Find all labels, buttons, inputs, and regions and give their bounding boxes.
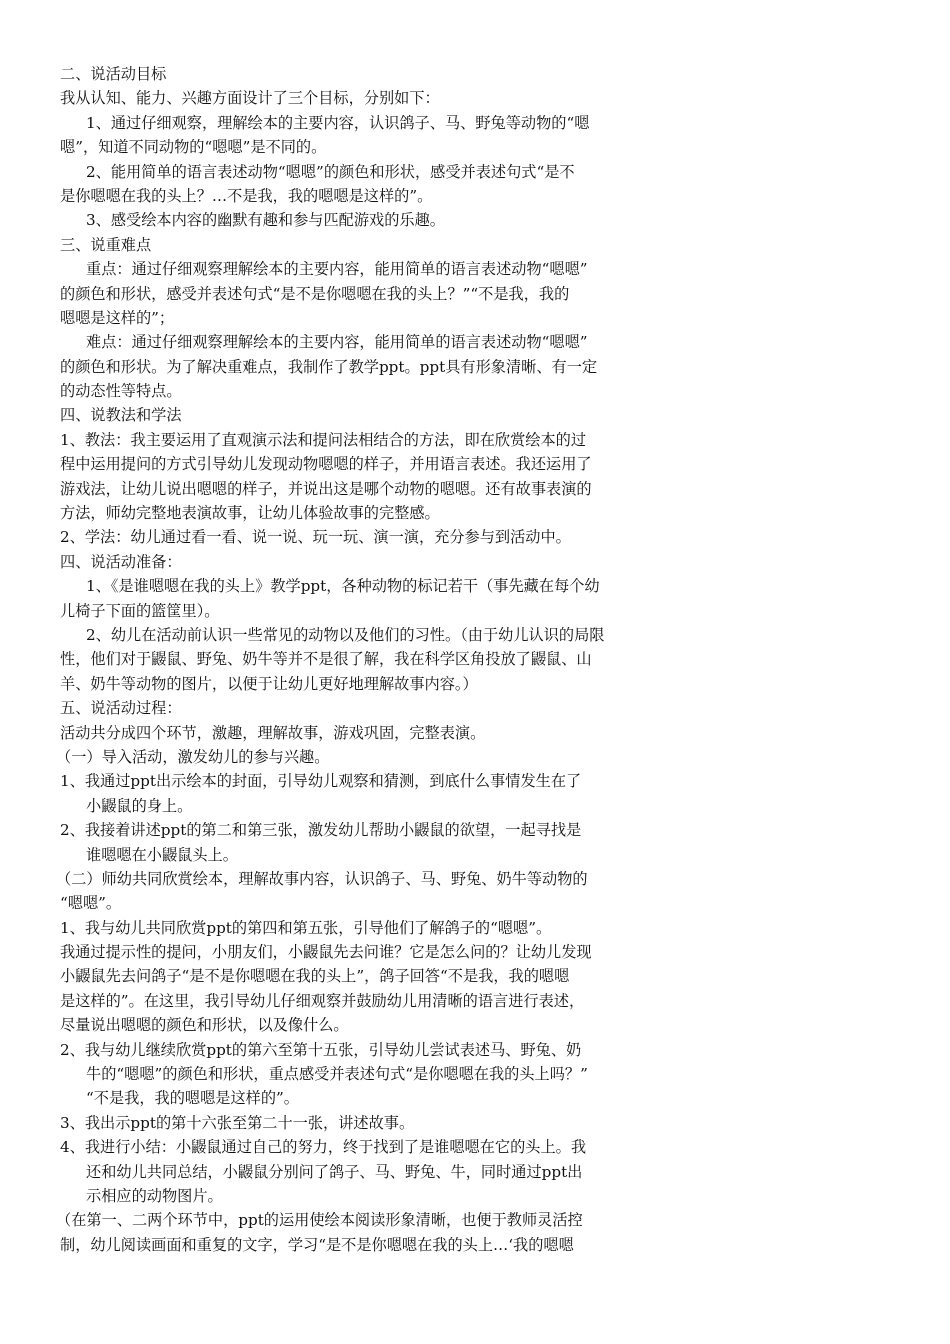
text-line: 嗯嗯是这样的”； bbox=[60, 308, 175, 327]
text-line: 二、说活动目标 bbox=[60, 65, 167, 83]
text-line: 制，幼儿阅读画面和重复的文字，学习“是不是你嗯嗯在我的头上…‘我的嗯嗯 bbox=[60, 1235, 574, 1254]
text-line: 3、感受绘本内容的幽默有趣和参与匹配游戏的乐趣。 bbox=[86, 211, 445, 230]
text-line: （二）师幼共同欣赏绘本，理解故事内容，认识鸽子、马、野兔、奶牛等动物的 bbox=[56, 869, 588, 888]
text-line: 活动共分成四个环节，激趣，理解故事，游戏巩固，完整表演。 bbox=[60, 723, 486, 742]
text-line: 我从认知、能力、兴趣方面设计了三个目标，分别如下： bbox=[60, 89, 440, 108]
text-line: 2、我与幼儿继续欣赏ppt的第六至第十五张，引导幼儿尝试表述马、野兔、奶 bbox=[60, 1040, 582, 1059]
text-line: 2、能用简单的语言表述动物“嗯嗯”的颜色和形状，感受并表述句式“是不 bbox=[86, 162, 575, 181]
text-line: 3、我出示ppt的第十六张至第二十一张，讲述故事。 bbox=[60, 1113, 415, 1132]
text-line: 示相应的动物图片。 bbox=[86, 1186, 223, 1205]
text-line: 4、我进行小结：小鼹鼠通过自己的努力，终于找到了是谁嗯嗯在它的头上。我 bbox=[60, 1138, 587, 1157]
text-line: 1、教法：我主要运用了直观演示法和提问法相结合的方法，即在欣赏绘本的过 bbox=[60, 430, 587, 449]
text-line: 2、学法：幼儿通过看一看、说一说、玩一玩、演一演，充分参与到活动中。 bbox=[60, 528, 571, 547]
text-line: 小鼹鼠的身上。 bbox=[86, 796, 193, 815]
text-line: 的颜色和形状。为了解决重难点，我制作了教学ppt。ppt具有形象清晰、有一定 bbox=[60, 357, 598, 376]
text-line: 1、通过仔细观察，理解绘本的主要内容，认识鸽子、马、野兔等动物的“嗯 bbox=[86, 113, 590, 132]
text-line: “嗯嗯”。 bbox=[60, 894, 122, 913]
text-line: 2、我接着讲述ppt的第二和第三张，激发幼儿帮助小鼹鼠的欲望，一起寻找是 bbox=[60, 821, 582, 840]
text-line: 嗯”，知道不同动物的“嗯嗯”是不同的。 bbox=[60, 138, 327, 157]
text-line: 的颜色和形状，感受并表述句式“是不是你嗯嗯在我的头上？”“不是我，我的 bbox=[60, 284, 570, 303]
text-line: 五、说活动过程： bbox=[60, 699, 182, 718]
text-line: 程中运用提问的方式引导幼儿发现动物嗯嗯的样子，并用语言表述。我还运用了 bbox=[60, 455, 592, 474]
document-body bbox=[56, 62, 730, 1257]
text-line: 1、我通过ppt出示绘本的封面，引导幼儿观察和猜测，到底什么事情发生在了 bbox=[60, 772, 582, 791]
text-line: 是你嗯嗯在我的头上？…不是我，我的嗯嗯是这样的”。 bbox=[60, 186, 433, 205]
text-line: 1、我与幼儿共同欣赏ppt的第四和第五张，引导他们了解鸽子的“嗯嗯”。 bbox=[60, 918, 552, 937]
text-line: （在第一、二两个环节中，ppt的运用使绘本阅读形象清晰，也便于教师灵活控 bbox=[56, 1211, 583, 1230]
text-line: “不是我，我的嗯嗯是这样的”。 bbox=[86, 1089, 299, 1108]
text-line: 儿椅子下面的篮筐里）。 bbox=[60, 601, 220, 620]
text-line: 2、幼儿在活动前认识一些常见的动物以及他们的习性。（由于幼儿认识的局限 bbox=[86, 625, 605, 644]
text-line: 四、说活动准备： bbox=[60, 552, 182, 571]
text-line: 的动态性等特点。 bbox=[60, 382, 182, 401]
text-line: 我通过提示性的提问，小朋友们，小鼹鼠先去问谁？它是怎么问的？让幼儿发现 bbox=[60, 943, 592, 962]
text-line: 1、《是谁嗯嗯在我的头上》教学ppt，各种动物的标记若干（事先藏在每个幼 bbox=[86, 577, 600, 596]
text-line: 四、说教法和学法 bbox=[60, 406, 182, 425]
text-line: 尽量说出嗯嗯的颜色和形状，以及像什么。 bbox=[60, 1016, 349, 1035]
text-line: 方法，师幼完整地表演故事，让幼儿体验故事的完整感。 bbox=[60, 504, 440, 523]
text-line: 是这样的”。在这里，我引导幼儿仔细观察并鼓励幼儿用清晰的语言进行表述， bbox=[60, 991, 585, 1010]
text-line: 游戏法，让幼儿说出嗯嗯的样子，并说出这是哪个动物的嗯嗯。还有故事表演的 bbox=[60, 479, 592, 498]
text-line: 三、说重难点 bbox=[60, 235, 152, 254]
text-line: 性，他们对于鼹鼠、野兔、奶牛等并不是很了解，我在科学区角投放了鼹鼠、山 bbox=[60, 650, 592, 669]
text-line: 重点：通过仔细观察理解绘本的主要内容，能用简单的语言表述动物“嗯嗯” bbox=[86, 260, 588, 279]
text-line: 羊、奶牛等动物的图片，以便于让幼儿更好地理解故事内容。） bbox=[60, 674, 478, 693]
text-line: （一）导入活动，激发幼儿的参与兴趣。 bbox=[56, 747, 330, 766]
text-line: 难点：通过仔细观察理解绘本的主要内容，能用简单的语言表述动物“嗯嗯” bbox=[86, 333, 588, 352]
text-line: 谁嗯嗯在小鼹鼠头上。 bbox=[86, 845, 238, 864]
text-line: 小鼹鼠先去问鸽子“是不是你嗯嗯在我的头上”，鸽子回答“不是我，我的嗯嗯 bbox=[60, 967, 570, 986]
text-line: 牛的“嗯嗯”的颜色和形状，重点感受并表述句式“是你嗯嗯在我的头上吗？” bbox=[86, 1065, 588, 1084]
text-line: 还和幼儿共同总结，小鼹鼠分别问了鸽子、马、野兔、牛，同时通过ppt出 bbox=[86, 1162, 583, 1181]
